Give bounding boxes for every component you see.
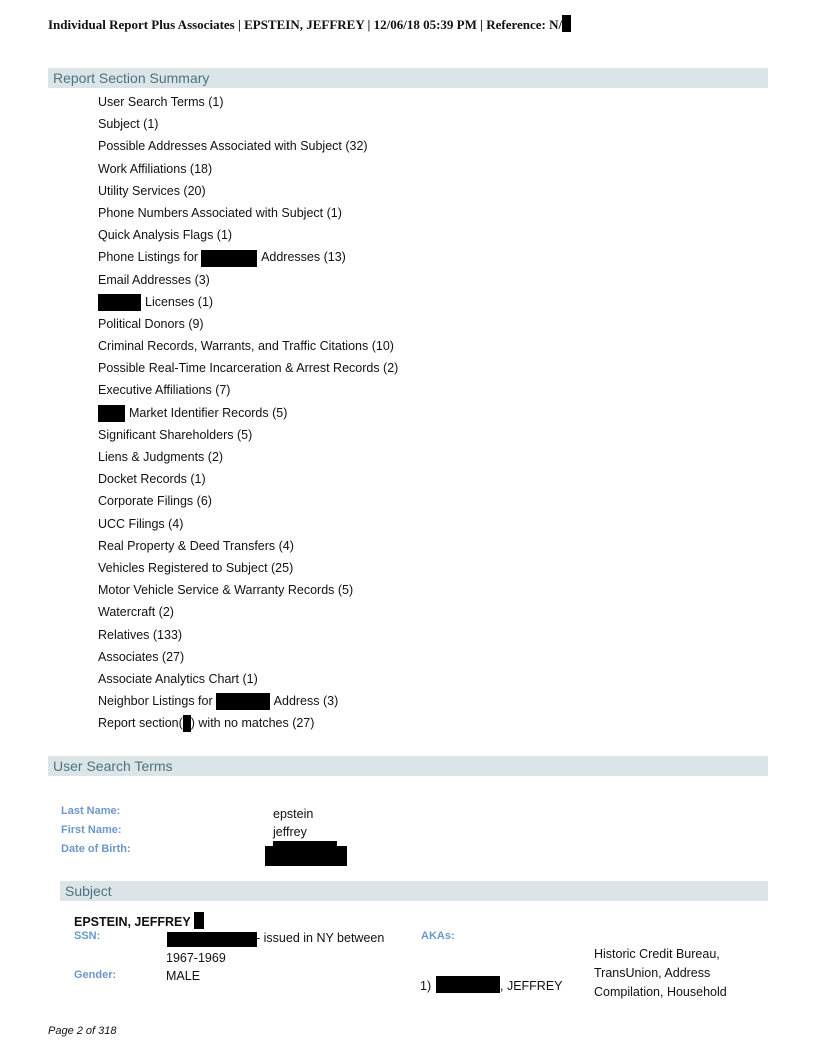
section-title: Subject [65,883,112,899]
summary-item [98,514,398,536]
gender-value: MALE [166,969,201,983]
summary-item-text: Quick Analysis Flags (1) [98,228,233,243]
summary-item-text: Watercraft (2) [98,605,174,620]
summary-item [98,558,398,580]
redaction-block [98,405,125,422]
summary-item [98,403,398,425]
summary-item-text: UCC Filings (4) [98,516,184,531]
first-name-label: First Name: [61,824,122,836]
redaction-block [183,715,191,732]
last-name-label: Last Name: [61,805,121,817]
summary-item [98,425,398,447]
summary-item-text: Relatives (133) [98,627,183,642]
ssn-label: SSN: [74,930,101,942]
summary-item-text: Significant Shareholders (5) [98,427,253,442]
summary-item [98,159,398,181]
summary-item [98,358,398,380]
summary-item [98,270,398,292]
summary-item-text: Associates (27) [98,649,185,664]
subject-name-text: EPSTEIN, JEFFREY [74,915,191,929]
summary-item-text: Real Property & Deed Transfers (4) [98,538,294,553]
summary-item [98,469,398,491]
summary-item [98,136,398,158]
summary-item-text: Associate Analytics Chart (1) [98,671,258,686]
summary-item [98,225,398,247]
section-header-search-terms [48,756,768,776]
ssn-years: 1967-1969 [166,951,226,965]
summary-item-text: ) with no matches (27) [190,716,315,731]
summary-item [98,314,398,336]
redaction-block [201,250,257,267]
report-header-text: Individual Report Plus Associates | EPSTEIN, JEFFREY | 12/06/18 05:39 PM | Reference: N/ [48,17,563,32]
summary-item [98,536,398,558]
summary-item [98,625,398,647]
redaction-block [265,846,347,866]
summary-item [98,203,398,225]
summary-item-text: Licenses (1) [145,294,214,309]
summary-item-text: Executive Affiliations (7) [98,383,231,398]
redaction-block [436,976,500,993]
aka-sources: Historic Credit Bureau, TransUnion, Address Compilation, Household [594,947,727,999]
section-title: Report Section Summary [53,70,210,86]
summary-item [98,92,398,114]
summary-item-text: Address (3) [273,694,339,709]
aka-1-prefix: 1) [420,979,432,993]
first-name-value: jeffrey [273,825,307,839]
redaction-block [98,294,141,311]
summary-item [98,447,398,469]
summary-item [98,247,398,269]
summary-item-text: Possible Addresses Associated with Subject (32) [98,139,368,154]
redaction-block [562,15,571,32]
summary-list [98,92,398,735]
summary-item-text: Phone Listings for [98,250,199,265]
summary-item-text: Vehicles Registered to Subject (25) [98,560,294,575]
summary-item-text: User Search Terms (1) [98,95,224,109]
redaction-block [216,693,270,710]
section-header-summary [48,68,768,88]
summary-item [98,292,398,314]
summary-item-text: Liens & Judgments (2) [98,450,224,464]
summary-item [98,580,398,602]
last-name-value: epstein [273,807,314,821]
summary-item [98,713,398,735]
redaction-block [194,912,204,929]
summary-item [98,336,398,358]
summary-item-text: Docket Records (1) [98,472,206,487]
akas-label: AKAs: [421,930,455,942]
dob-label: Date of Birth: [61,843,131,855]
summary-item [98,491,398,513]
summary-item-text: Motor Vehicle Service & Warranty Records (5) [98,583,354,598]
gender-label: Gender: [74,969,117,981]
summary-item [98,114,398,136]
redaction-block [167,932,257,947]
summary-item [98,181,398,203]
summary-item [98,647,398,669]
summary-item [98,691,398,713]
summary-item-text: Work Affiliations (18) [98,161,213,176]
summary-item-text: Email Addresses (3) [98,272,210,287]
summary-item-text: Criminal Records, Warrants, and Traffic Citations (10) [98,339,394,354]
summary-item-text: Subject (1) [98,117,159,132]
summary-item-text: Market Identifier Records (5) [129,405,288,420]
summary-item [98,602,398,624]
summary-item-text: Report section( [98,716,183,731]
summary-item-text: Political Donors (9) [98,316,204,331]
ssn-issued-text: - issued in NY between [256,931,385,945]
summary-item-text: Possible Real-Time Incarceration & Arrest Records (2) [98,361,399,376]
section-header-subject [60,881,768,901]
section-title: User Search Terms [53,758,173,774]
subject-name [74,912,204,929]
page-number: Page 2 of 318 [48,1025,117,1037]
summary-item-text: Utility Services (20) [98,183,206,198]
report-header [48,15,571,33]
summary-item [98,669,398,691]
summary-item-text: Phone Numbers Associated with Subject (1) [98,205,342,220]
summary-item-text: Neighbor Listings for [98,694,213,709]
summary-item-text: Addresses (13) [261,250,346,265]
summary-item [98,380,398,402]
aka-1-suffix: , JEFFREY [500,979,563,993]
summary-item-text: Corporate Filings (6) [98,494,212,509]
